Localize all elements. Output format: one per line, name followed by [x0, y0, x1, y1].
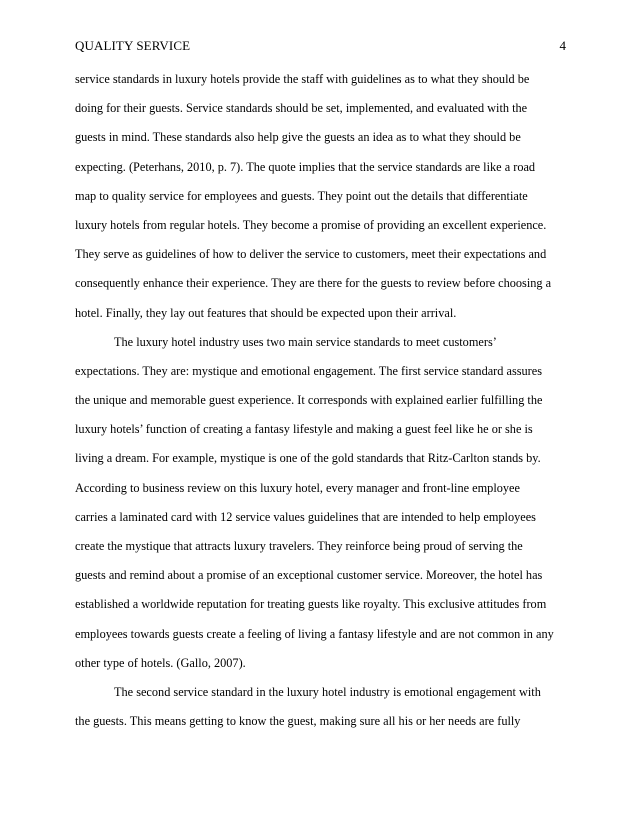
text-line: guests and remind about a promise of an exceptional customer service. Moreover, the hotel has	[75, 568, 543, 583]
text-line: doing for their guests. Service standards should be set, implemented, and evaluated with the	[75, 101, 528, 116]
text-line: guests in mind. These standards also help give the guests an idea as to what they should be	[75, 130, 521, 145]
text-line: According to business review on this luxury hotel, every manager and front-line employee	[75, 480, 520, 495]
text-line: the guests. This means getting to know the guest, making sure all his or her needs are fully	[75, 714, 521, 729]
paragraph-first-line: The second service standard in the luxury hotel industry is emotional engagement with	[114, 684, 541, 699]
text-line: They serve as guidelines of how to deliver the service to customers, meet their expectations and	[75, 247, 547, 262]
text-line: the unique and memorable guest experience. It corresponds with explained earlier fulfilling the	[75, 393, 543, 408]
text-line: carries a laminated card with 12 service values guidelines that are intended to help employees	[75, 509, 536, 524]
text-line: living a dream. For example, mystique is one of the gold standards that Ritz-Carlton stands by.	[75, 451, 541, 466]
text-line: hotel. Finally, they lay out features that should be expected upon their arrival.	[75, 305, 457, 320]
body-text	[75, 65, 570, 736]
text-line: map to quality service for employees and guests. They point out the details that differentiate	[75, 188, 528, 203]
page-number: 4	[559, 38, 566, 53]
text-line: other type of hotels. (Gallo, 2007).	[75, 655, 246, 670]
text-line: employees towards guests create a feeling of living a fantasy lifestyle and are not common in any	[75, 626, 554, 641]
text-line: service standards in luxury hotels provide the staff with guidelines as to what they should be	[75, 72, 530, 86]
running-head: QUALITY SERVICE	[75, 38, 191, 53]
text-line: expecting. (Peterhans, 2010, p. 7). The quote implies that the service standards are like a road	[75, 159, 536, 174]
text-line: consequently enhance their experience. They are there for the guests to review before choosing a	[75, 276, 552, 291]
text-line: luxury hotels from regular hotels. They become a promise of providing an excellent experience.	[75, 217, 547, 232]
text-line: expectations. They are: mystique and emotional engagement. The first service standard assures	[75, 363, 543, 378]
text-line: create the mystique that attracts luxury travelers. They reinforce being proud of serving the	[75, 539, 523, 553]
paragraph-first-line: The luxury hotel industry uses two main service standards to meet customers’	[114, 334, 497, 349]
text-line: luxury hotels’ function of creating a fantasy lifestyle and making a guest feel like he or she is	[75, 422, 533, 437]
text-line: established a worldwide reputation for treating guests like royalty. This exclusive attitudes from	[75, 597, 547, 612]
